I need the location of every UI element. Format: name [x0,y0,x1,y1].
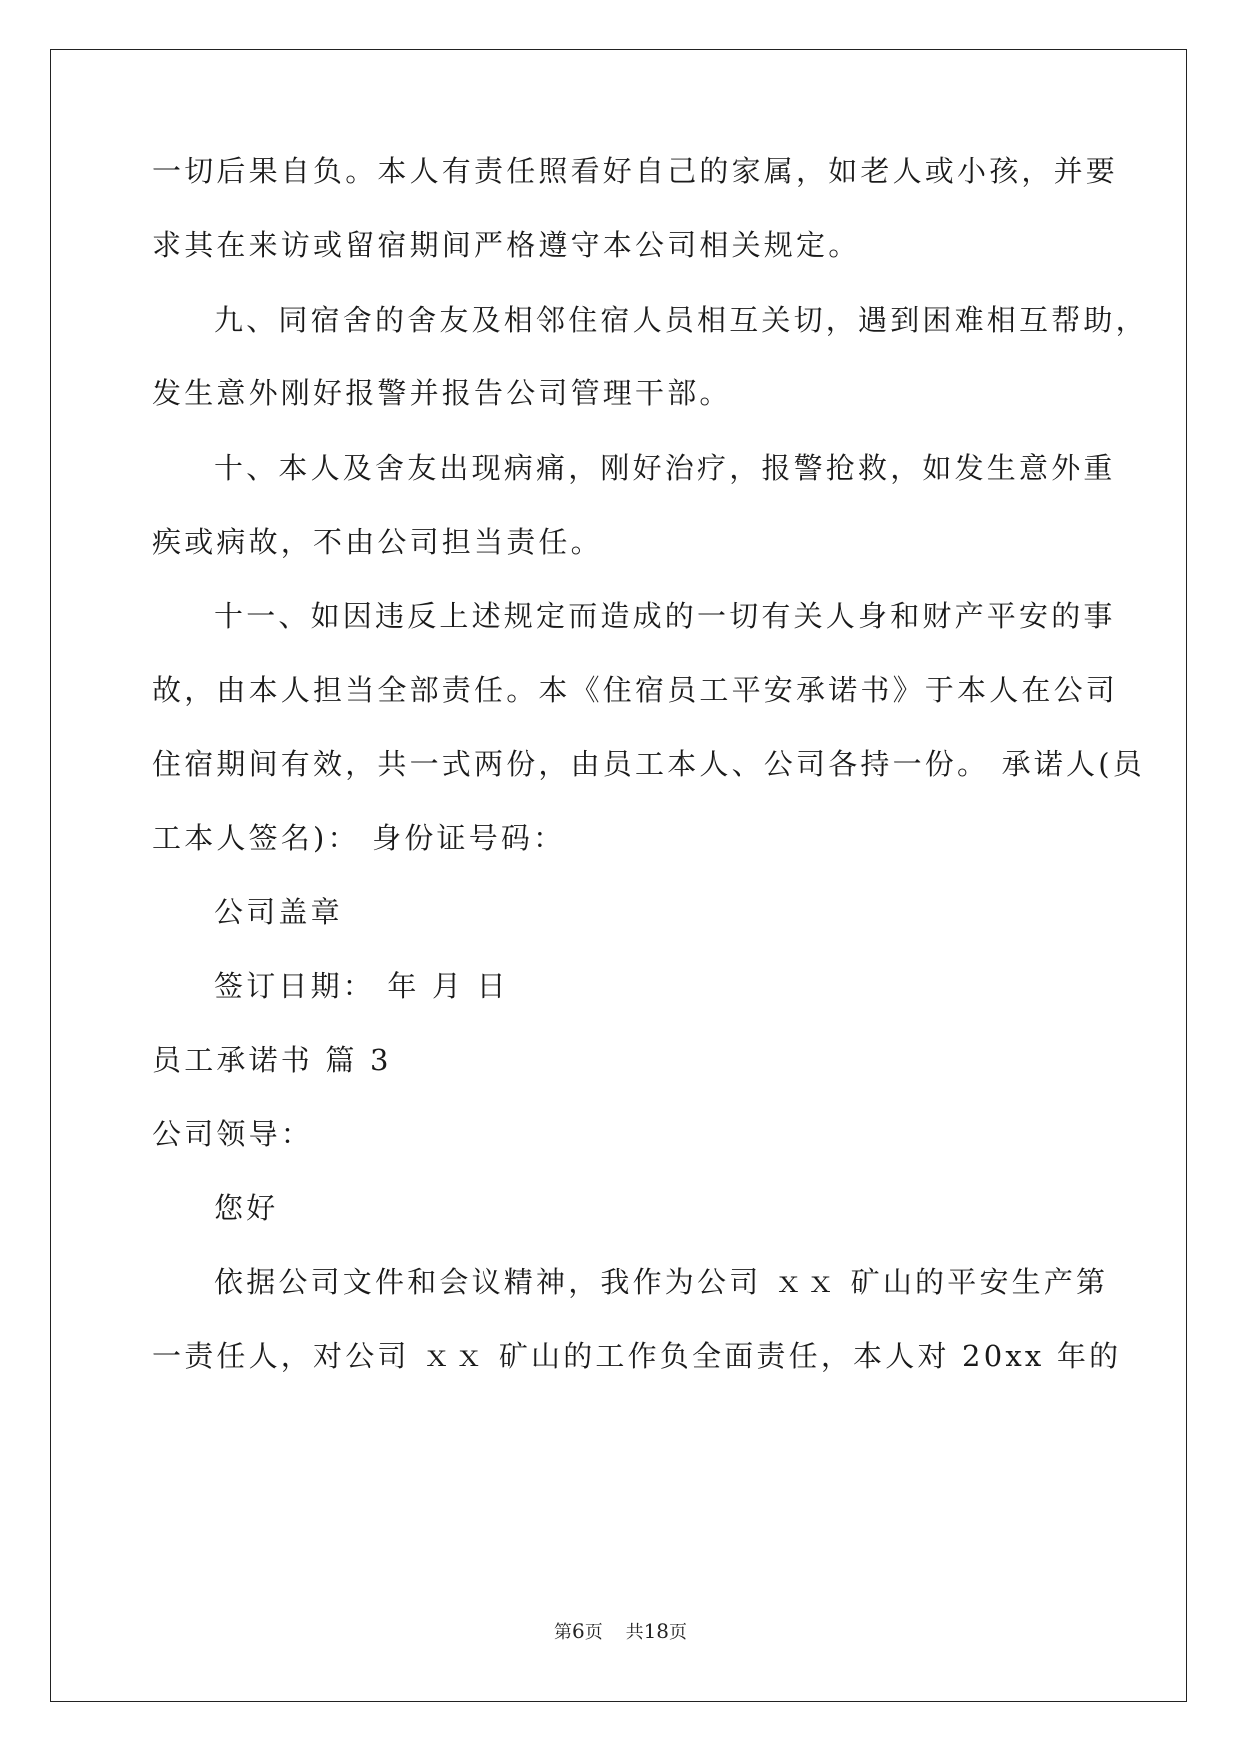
page-prefix: 第 [553,1622,572,1643]
body-line-4: 发生意外刚好报警并报告公司管理干部。 [152,376,732,410]
body-line-6: 疾或病故，不由公司担当责任。 [152,525,603,559]
total-pages: 18 [643,1619,670,1643]
body-line-2: 求其在来访或留宿期间严格遵守本公司相关规定。 [152,228,861,262]
body-line-10: 工本人签名)： 身份证号码： [152,821,566,855]
section-heading: 员工承诺书 篇 3 [152,1043,392,1077]
total-prefix: 共 [625,1622,644,1643]
page-border [50,49,1187,1702]
body-line-17: 一责任人，对公司 ｘｘ 矿山的工作负全面责任，本人对 20xx 年的 [152,1339,1122,1373]
body-line-7: 十一、如因违反上述规定而造成的一切有关人身和财产平安的事 [214,599,1116,633]
body-line-16: 依据公司文件和会议精神，我作为公司 ｘｘ 矿山的平安生产第 [214,1265,1109,1299]
salutation: 公司领导： [152,1117,314,1151]
body-line-3: 九、同宿舍的舍友及相邻住宿人员相互关切，遇到困难相互帮助， [214,303,1148,337]
total-suffix: 页 [669,1622,688,1643]
page-number: 6 [571,1619,585,1643]
body-line-11: 公司盖章 [214,895,343,929]
page-footer [0,1619,1241,1645]
body-line-5: 十、本人及舍友出现病痛，刚好治疗，报警抢救，如发生意外重 [214,451,1116,485]
body-line-1: 一切后果自负。本人有责任照看好自己的家属，如老人或小孩，并要 [152,154,1119,188]
page-suffix: 页 [584,1622,603,1643]
body-line-8: 故，由本人担当全部责任。本《住宿员工平安承诺书》于本人在公司 [152,673,1119,707]
body-line-12: 签订日期： 年 月 日 [214,969,509,1003]
greeting: 您好 [214,1191,279,1225]
body-line-9: 住宿期间有效，共一式两份，由员工本人、公司各持一份。 承诺人(员 [152,747,1145,781]
